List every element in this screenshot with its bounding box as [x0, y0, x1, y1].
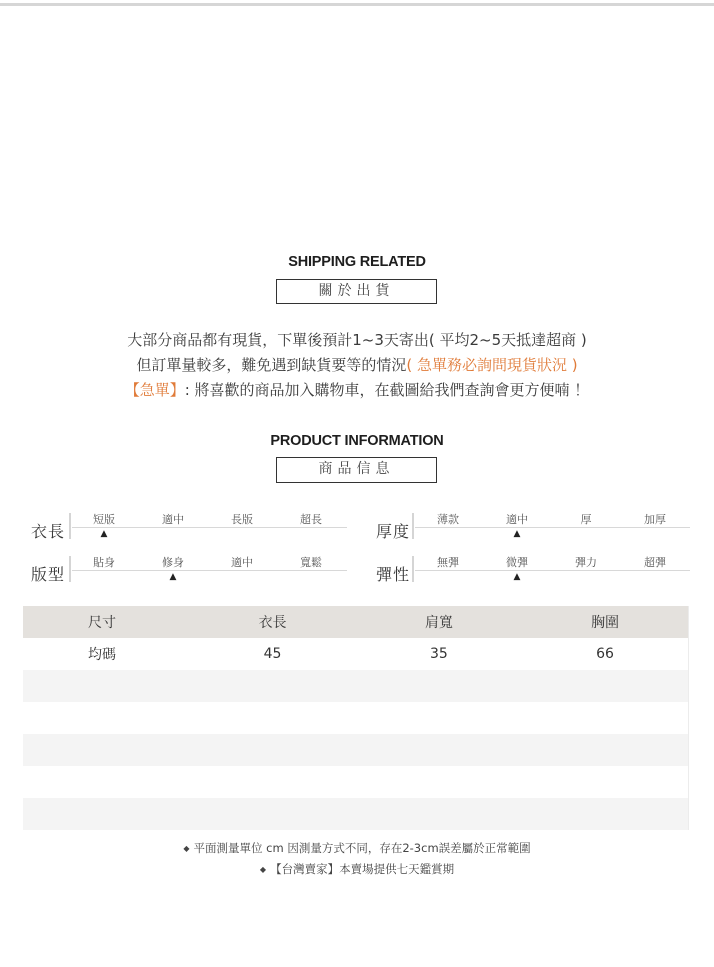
table-cell — [189, 734, 355, 766]
diamond-bullet-icon: ◆ — [183, 844, 190, 853]
table-cell — [522, 670, 688, 702]
attribute-option: 貼身 — [93, 556, 115, 569]
table-cell — [23, 766, 189, 798]
table-row — [23, 734, 689, 766]
table-cell — [522, 702, 688, 734]
table-cell — [23, 734, 189, 766]
table-cell: 35 — [430, 646, 448, 662]
notice-text-1: 大部分商品都有現貨，下單後預計1~3天寄出( 平均2~5天抵達超商 ) — [127, 331, 587, 349]
top-divider — [0, 3, 714, 6]
attribute-option: 超長 — [300, 513, 322, 526]
attribute-option: 短版 — [93, 513, 115, 526]
column-header-chest: 胸圍 — [591, 615, 620, 631]
table-cell — [189, 670, 355, 702]
attribute-option: 修身 — [162, 556, 184, 569]
attribute-scale-line — [415, 527, 690, 528]
table-cell — [356, 702, 522, 734]
table-cell — [189, 798, 355, 830]
table-row — [23, 638, 689, 670]
table-cell — [189, 766, 355, 798]
attribute-option: 適中 — [506, 513, 528, 526]
shipping-subtitle-box — [276, 279, 437, 304]
attribute-option: 厚 — [580, 513, 592, 526]
table-cell — [522, 766, 688, 798]
urgent-label: 【急單】 — [124, 381, 185, 399]
attribute-option: 無彈 — [437, 556, 459, 569]
notice-text-2: 但訂單量較多，難免遇到缺貨要等的情況 — [136, 356, 407, 374]
table-cell — [522, 798, 688, 830]
table-cell — [522, 734, 688, 766]
table-cell — [23, 798, 189, 830]
selected-marker-icon: ▲ — [169, 572, 177, 582]
footnote-text: 【台灣賣家】本賣場提供七天鑑賞期 — [270, 862, 455, 876]
footnote-measurement — [0, 840, 714, 856]
footnote-seller — [0, 861, 714, 877]
table-cell — [356, 798, 522, 830]
attribute-scale-line — [72, 570, 347, 571]
shipping-notice-line-2 — [0, 353, 714, 377]
selected-marker-icon: ▲ — [513, 529, 521, 539]
attribute-scale-line — [415, 570, 690, 571]
urgent-warning: ( 急單務必詢問現貨狀況 ) — [406, 356, 578, 374]
attribute-scale-line — [72, 527, 347, 528]
attribute-divider — [412, 556, 414, 582]
product-subtitle: 商品信息 — [318, 461, 395, 477]
table-cell: 66 — [596, 646, 614, 662]
attribute-label: 厚度 — [376, 522, 411, 541]
product-subtitle-box — [276, 457, 437, 483]
attribute-thickness — [376, 507, 696, 547]
table-cell — [23, 670, 189, 702]
diamond-bullet-icon: ◆ — [259, 865, 267, 874]
size-table — [23, 606, 689, 830]
shipping-notice-line-1 — [0, 328, 714, 352]
attribute-option: 微彈 — [506, 556, 528, 569]
column-header-shoulder: 肩寬 — [424, 615, 453, 631]
table-cell: 均碼 — [88, 647, 116, 663]
table-row — [23, 702, 689, 734]
attribute-option: 薄款 — [437, 513, 459, 526]
footnote-text: 平面測量單位 cm 因測量方式不同，存在2-3cm誤差屬於正常範圍 — [193, 841, 531, 855]
table-cell: 45 — [263, 646, 282, 662]
attribute-divider — [69, 513, 71, 539]
attribute-elasticity — [376, 550, 696, 590]
table-cell — [23, 702, 189, 734]
table-cell — [356, 766, 522, 798]
table-row — [23, 798, 689, 830]
table-row — [23, 766, 689, 798]
attribute-option: 加厚 — [644, 513, 666, 526]
table-cell — [356, 734, 522, 766]
attribute-label: 衣長 — [31, 522, 66, 541]
shipping-subtitle: 關於出貨 — [318, 283, 395, 299]
attribute-label: 版型 — [31, 565, 66, 584]
selected-marker-icon: ▲ — [513, 572, 521, 582]
product-title: PRODUCT INFORMATION — [270, 433, 444, 449]
attribute-label: 彈性 — [376, 565, 411, 584]
table-cell — [356, 670, 522, 702]
column-header-length: 衣長 — [258, 615, 287, 631]
attribute-divider — [412, 513, 414, 539]
attribute-option: 適中 — [231, 556, 253, 569]
attribute-option: 長版 — [231, 513, 253, 526]
attribute-option: 彈力 — [575, 556, 597, 569]
shipping-title: SHIPPING RELATED — [288, 254, 426, 270]
selected-marker-icon: ▲ — [100, 529, 108, 539]
table-row — [23, 670, 689, 702]
shipping-notice-line-3 — [0, 378, 714, 402]
notice-text-3: : 將喜歡的商品加入購物車，在截圖給我們查詢會更方便喃 ！ — [184, 381, 590, 399]
attribute-option: 超彈 — [644, 556, 666, 569]
attribute-divider — [69, 556, 71, 582]
attribute-option: 適中 — [162, 513, 184, 526]
attribute-length — [31, 507, 351, 547]
attribute-option: 寬鬆 — [300, 556, 322, 569]
attribute-fit — [31, 550, 351, 590]
table-header-row — [23, 606, 689, 638]
column-header-size: 尺寸 — [88, 615, 116, 631]
table-cell — [189, 702, 355, 734]
